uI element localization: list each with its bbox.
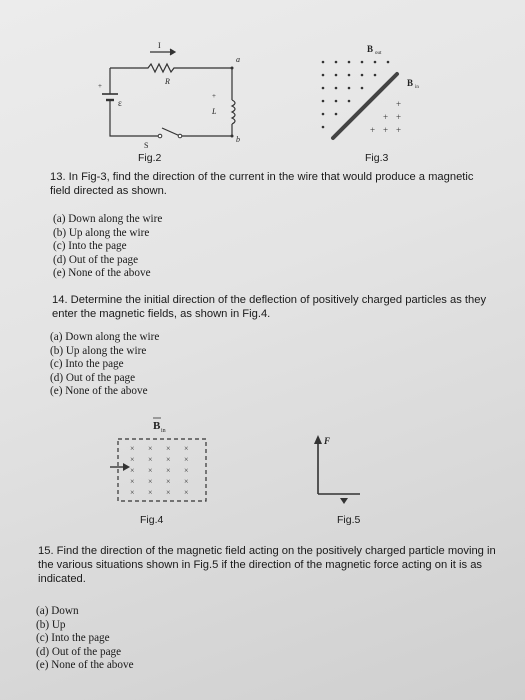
q14-option-d: (d) Out of the page xyxy=(50,371,136,384)
field-dot xyxy=(374,74,377,77)
field-cross: × xyxy=(184,477,189,486)
q14-option-c: (c) Into the page xyxy=(50,358,124,371)
label-b-field: B xyxy=(153,420,161,432)
label-point-a: a xyxy=(236,55,240,64)
field-cross: × xyxy=(130,455,135,464)
field-dot xyxy=(322,126,325,129)
field-dot xyxy=(348,87,351,90)
field-dot xyxy=(322,100,325,103)
label-switch: S xyxy=(144,141,149,150)
field-cross: × xyxy=(148,488,153,497)
field-dot xyxy=(348,61,351,64)
q14-option-a: (a) Down along the wire xyxy=(50,331,160,343)
label-b-field-sub: in xyxy=(161,428,166,434)
label-resistor: R xyxy=(165,77,170,86)
question-14-text: 14. Determine the initial direction of the deflection of positively charged particles as they enter the magnetic fields, as shown in Fig.4. xyxy=(52,294,487,320)
field-plus: + xyxy=(396,112,402,122)
q15-option-a: (a) Down xyxy=(36,605,79,617)
fig2-circuit-diagram xyxy=(90,40,260,150)
field-plus: + xyxy=(370,125,376,135)
field-cross: × xyxy=(148,444,153,453)
field-dot xyxy=(335,87,338,90)
fig3-wire-diagram xyxy=(305,38,435,153)
field-dot xyxy=(387,61,390,64)
field-dot xyxy=(361,87,364,90)
q13-option-e: (e) None of the above xyxy=(53,267,151,280)
field-cross: × xyxy=(166,455,171,464)
label-inductor: L xyxy=(212,107,217,116)
field-cross: × xyxy=(184,488,189,497)
q13-option-b: (b) Up along the wire xyxy=(53,226,150,239)
field-cross: × xyxy=(130,488,135,497)
question-15-options xyxy=(36,605,134,673)
q13-option-c: (c) Into the page xyxy=(53,240,127,253)
fig5-force-diagram xyxy=(300,430,390,510)
field-dot xyxy=(348,100,351,103)
question-13-text: 13. In Fig-3, find the direction of the current in the wire that would produce a magnetic field directed as shown. xyxy=(50,171,474,197)
fig4-field-diagram xyxy=(108,415,218,510)
q14-option-e: (e) None of the above xyxy=(50,385,148,398)
label-current: I xyxy=(158,41,161,50)
fig5-caption: Fig.5 xyxy=(337,514,361,526)
field-dot xyxy=(361,61,364,64)
field-dot xyxy=(322,74,325,77)
q15-option-c: (c) Into the page xyxy=(36,632,110,645)
field-plus: + xyxy=(383,112,389,122)
field-cross: × xyxy=(130,444,135,453)
svg-text:+: + xyxy=(212,92,216,100)
field-dot xyxy=(322,87,325,90)
field-cross: × xyxy=(148,455,153,464)
label-b-in: B xyxy=(407,78,414,88)
question-13-options xyxy=(53,213,162,281)
field-cross: × xyxy=(166,488,171,497)
question-15-text: 15. Find the direction of the magnetic field acting on the positively charged particle moving in the various situations shown in Fig.5 if the direction of the magnetic force acting on it is as indicated. xyxy=(38,545,496,585)
field-plus: + xyxy=(396,99,402,109)
label-emf: ε xyxy=(118,98,122,108)
field-dot xyxy=(322,61,325,64)
field-cross: × xyxy=(166,477,171,486)
q15-option-e: (e) None of the above xyxy=(36,659,134,672)
field-dot xyxy=(335,61,338,64)
q13-option-a: (a) Down along the wire xyxy=(53,213,163,225)
question-14-options xyxy=(50,331,159,399)
label-b-out: B xyxy=(367,44,374,54)
field-plus: + xyxy=(396,125,402,135)
field-dot xyxy=(322,113,325,116)
field-cross: × xyxy=(166,466,171,475)
field-dot xyxy=(335,74,338,77)
svg-text:+: + xyxy=(98,82,102,90)
field-dot xyxy=(374,61,377,64)
field-cross: × xyxy=(184,455,189,464)
label-b-in-sub: in xyxy=(415,85,419,90)
label-point-b: b xyxy=(236,135,240,144)
field-plus: + xyxy=(383,125,389,135)
q15-option-d: (d) Out of the page xyxy=(36,645,122,658)
q13-option-d: (d) Out of the page xyxy=(53,253,139,266)
fig2-caption: Fig.2 xyxy=(138,152,162,164)
field-dot xyxy=(361,74,364,77)
fig4-caption: Fig.4 xyxy=(140,514,164,526)
field-dot xyxy=(335,100,338,103)
label-b-out-sub: out xyxy=(375,51,382,56)
field-cross: × xyxy=(148,466,153,475)
label-force: F xyxy=(324,436,331,446)
field-cross: × xyxy=(148,477,153,486)
field-cross: × xyxy=(166,444,171,453)
field-dot xyxy=(348,74,351,77)
field-cross: × xyxy=(184,466,189,475)
field-cross: × xyxy=(130,466,135,475)
fig3-caption: Fig.3 xyxy=(365,152,389,164)
field-dot xyxy=(335,113,338,116)
q14-option-b: (b) Up along the wire xyxy=(50,344,147,357)
field-cross: × xyxy=(184,444,189,453)
q15-option-b: (b) Up xyxy=(36,618,66,631)
field-cross: × xyxy=(130,477,135,486)
